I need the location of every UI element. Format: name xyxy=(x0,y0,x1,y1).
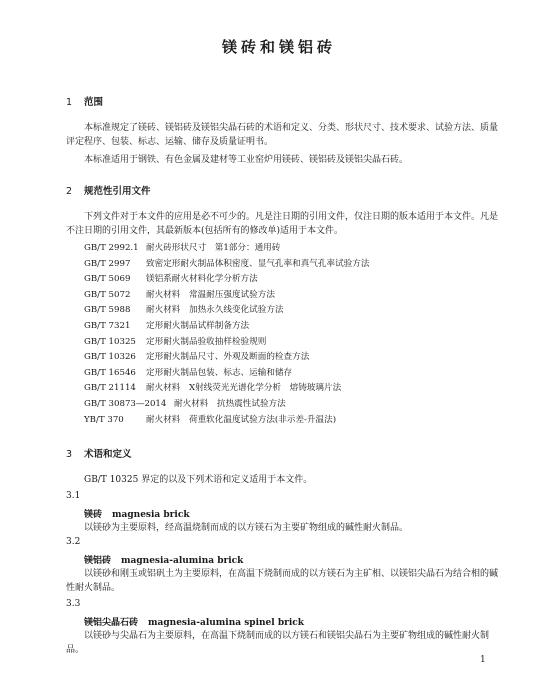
term-name-zh: 镁砖 xyxy=(84,510,103,520)
section-title: 范围 xyxy=(84,97,104,108)
reference-code: GB/T 16546 xyxy=(84,367,136,378)
reference-item xyxy=(84,413,369,429)
reference-code: GB/T 5069 xyxy=(84,274,131,285)
section-number: 2 xyxy=(66,186,73,197)
reference-title: 定形耐火制品尺寸、外观及断面的检查方法 xyxy=(146,352,310,363)
reference-title: 镁铝系耐火材料化学分析方法 xyxy=(146,274,258,285)
term-definition: 以镁砂与尖晶石为主要原料，在高温下烧制而成的以方镁石和镁铝尖晶石为主要矿物组成的碱性耐火制品。 xyxy=(66,631,490,655)
reference-item xyxy=(84,381,369,397)
scope-paragraph-1: 本标准规定了镁砖、镁铝砖及镁铝尖晶石砖的术语和定义、分类、形状尺寸、技术要求、试验方法、质量评定程序、包装、标志、运输、储存及质量证明书。 xyxy=(66,123,499,147)
reference-title: 耐火材料 X射线荧光光谱化学分析 熔铸玻璃片法 xyxy=(146,383,342,394)
term-name xyxy=(84,507,190,520)
section-title: 术语和定义 xyxy=(84,449,132,460)
page-number: 1 xyxy=(480,655,486,665)
reference-item xyxy=(84,366,369,382)
scope-paragraph-2: 本标准适用于钢铁、有色金属及建材等工业窑炉用镁砖、镁铝砖及镁铝尖晶石砖。 xyxy=(84,155,409,165)
reference-item xyxy=(84,241,369,257)
term-number: 3.3 xyxy=(66,599,81,609)
reference-item xyxy=(84,288,369,304)
term-name-zh: 镁铝砖 xyxy=(84,556,112,566)
document-title: 镁砖和镁铝砖 xyxy=(221,38,336,56)
reference-code: GB/T 10326 xyxy=(84,352,136,363)
reference-code: GB/T 2997 xyxy=(84,258,131,269)
terms-intro: GB/T 10325 界定的以及下列术语和定义适用于本文件。 xyxy=(84,475,313,485)
reference-title: 耐火材料 加热永久线变化试验方法 xyxy=(146,305,284,316)
term-definition: 以镁砂为主要原料，经高温烧制而成的以方镁石为主要矿物组成的碱性耐火制品。 xyxy=(84,523,409,533)
reference-list xyxy=(84,241,369,428)
reference-title: 耐火材料 荷重软化温度试验方法(非示差-升温法) xyxy=(146,414,337,425)
reference-item xyxy=(84,335,369,351)
reference-title: 定形耐火制品包装、标志、运输和储存 xyxy=(146,367,293,378)
reference-code: GB/T 30873—2014 xyxy=(84,398,167,409)
reference-item xyxy=(84,272,369,288)
section-number: 3 xyxy=(66,449,73,460)
reference-item xyxy=(84,257,369,273)
term-name xyxy=(84,553,243,566)
reference-title: 定形耐火制品验收抽样检验规则 xyxy=(146,336,267,347)
term-name-en: magnesia brick xyxy=(112,510,190,520)
section-3-heading xyxy=(66,446,132,460)
section-2-heading xyxy=(66,183,151,197)
term-number: 3.2 xyxy=(66,537,81,547)
reference-code: YB/T 370 xyxy=(84,414,124,425)
reference-code: GB/T 5072 xyxy=(84,289,131,300)
reference-item xyxy=(84,319,369,335)
term-name-en: magnesia-alumina brick xyxy=(121,556,244,566)
term-number: 3.1 xyxy=(66,491,81,501)
reference-code: GB/T 5988 xyxy=(84,305,131,316)
reference-title: 致密定形耐火制品体积密度、显气孔率和真气孔率试验方法 xyxy=(146,258,370,269)
reference-code: GB/T 2992.1 xyxy=(84,243,139,253)
reference-item xyxy=(84,397,369,413)
reference-title: 耐火材料 常温耐压强度试验方法 xyxy=(146,289,275,300)
section-1-heading xyxy=(66,94,103,108)
section-title: 规范性引用文件 xyxy=(84,186,151,197)
reference-title: 耐火砖形状尺寸 第1部分：通用砖 xyxy=(146,243,281,253)
refs-intro: 下列文件对于本文件的应用是必不可少的。凡是注日期的引用文件，仅注日期的版本适用于本文件。凡是不注日期的引用文件，其最新版本(包括所有的修改单)适用于本文件。 xyxy=(66,212,499,236)
section-number: 1 xyxy=(66,97,73,108)
reference-title: 定形耐火制品试样制备方法 xyxy=(146,320,250,331)
reference-code: GB/T 7321 xyxy=(84,320,131,331)
reference-item xyxy=(84,350,369,366)
reference-item xyxy=(84,303,369,319)
reference-code: GB/T 10325 xyxy=(84,336,136,347)
reference-code: GB/T 21114 xyxy=(84,383,136,394)
term-name xyxy=(84,615,304,628)
reference-title: 耐火材料 抗热震性试验方法 xyxy=(174,398,286,409)
term-name-zh: 镁铝尖晶石砖 xyxy=(84,618,139,628)
term-definition: 以镁砂和刚玉或铝矾土为主要原料，在高温下烧制而成的以方镁石为主矿相、以镁铝尖晶石为结合相的碱性耐火制品。 xyxy=(66,569,499,593)
term-name-en: magnesia-alumina spinel brick xyxy=(148,618,304,628)
